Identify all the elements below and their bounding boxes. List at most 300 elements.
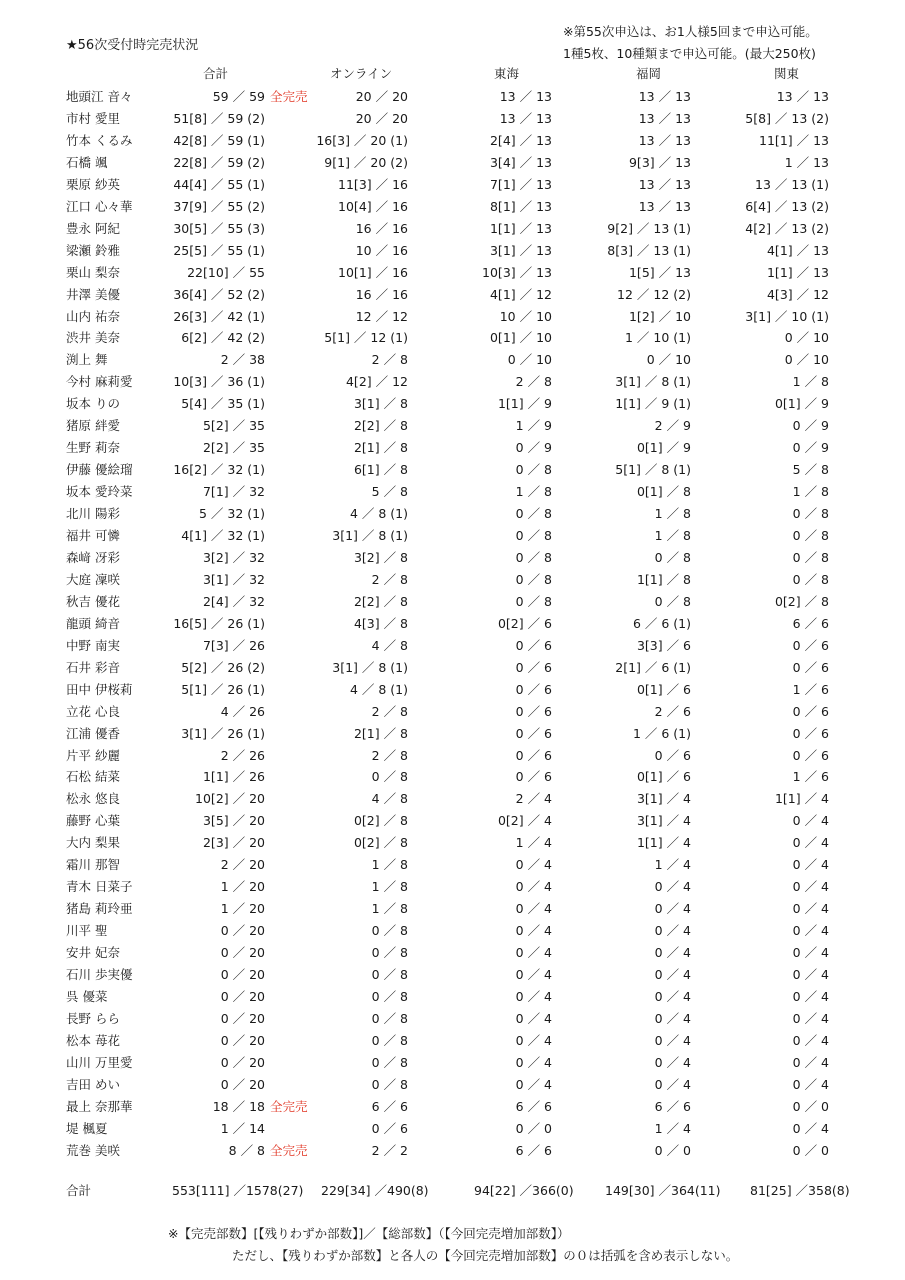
cell-total: 16[5] ／ 26 (1) (173, 615, 265, 631)
table-row (0, 789, 905, 811)
header-tokai: 東海 (494, 66, 520, 81)
cell-kanto: 0 ／ 0 (792, 1142, 829, 1158)
table-row (0, 855, 905, 877)
member-name: 立花 心良 (66, 703, 120, 719)
table-row (0, 307, 905, 329)
table-row (0, 1053, 905, 1075)
cell-fukuoka: 1[5] ／ 13 (628, 264, 691, 280)
cell-fukuoka: 9[2] ／ 13 (1) (607, 220, 691, 236)
table-row (0, 570, 905, 592)
cell-kanto: 0[2] ／ 8 (774, 593, 829, 609)
totals-kanto: 81[25] ／358(8) (750, 1183, 850, 1198)
cell-fukuoka: 0 ／ 4 (654, 923, 691, 939)
cell-online: 0 ／ 8 (371, 988, 408, 1004)
cell-fukuoka: 3[1] ／ 4 (636, 813, 691, 829)
note-line-1: ※第55次申込は、お1人様5回まで申込可能。 (563, 24, 818, 39)
cell-kanto: 0 ／ 4 (792, 901, 829, 917)
cell-total: 1 ／ 20 (220, 901, 265, 917)
cell-fukuoka: 0 ／ 0 (654, 1142, 691, 1158)
cell-kanto: 0 ／ 4 (792, 1010, 829, 1026)
member-name: 龍頭 綺音 (66, 615, 120, 631)
cell-tokai: 0 ／ 4 (515, 879, 552, 895)
cell-tokai: 0[2] ／ 4 (497, 813, 552, 829)
member-name: 坂本 りの (66, 396, 120, 412)
cell-total: 8 ／ 8 (228, 1142, 265, 1158)
cell-kanto: 0 ／ 4 (792, 923, 829, 939)
member-name: 生野 莉奈 (66, 440, 120, 456)
table-row (0, 592, 905, 614)
cell-total: 10[2] ／ 20 (195, 791, 265, 807)
cell-kanto: 0 ／ 4 (792, 879, 829, 895)
cell-tokai: 3[1] ／ 13 (489, 242, 552, 258)
table-row (0, 372, 905, 394)
member-name: 石松 結菜 (66, 769, 120, 785)
member-name: 松永 悠良 (66, 791, 120, 807)
cell-tokai: 0 ／ 4 (515, 1076, 552, 1092)
cell-online: 2[2] ／ 8 (353, 593, 408, 609)
cell-kanto: 0[1] ／ 9 (774, 396, 829, 412)
cell-kanto: 0 ／ 6 (792, 659, 829, 675)
cell-fukuoka: 1 ／ 8 (654, 528, 691, 543)
table-row (0, 131, 905, 153)
cell-total: 0 ／ 20 (220, 1076, 265, 1092)
cell-total: 2[4] ／ 32 (202, 593, 265, 609)
cell-total: 0 ／ 20 (220, 1032, 265, 1048)
totals-tokai: 94[22] ／366(0) (474, 1183, 574, 1198)
cell-fukuoka: 0 ／ 10 (646, 352, 691, 368)
member-name: 市村 愛里 (66, 110, 120, 126)
cell-online: 2[2] ／ 8 (353, 418, 408, 434)
sold-out-label: 全完売 (270, 1098, 308, 1114)
cell-tokai: 1 ／ 4 (515, 835, 552, 851)
cell-tokai: 0 ／ 4 (515, 945, 552, 961)
footnote-2: ただし、【残りわずか部数】と各人の【今回完売増加部数】の０は括弧を含め表示しない。 (232, 1248, 739, 1263)
cell-fukuoka: 0 ／ 8 (654, 549, 691, 565)
member-name: 大内 梨果 (66, 835, 120, 851)
cell-kanto: 5 ／ 8 (792, 462, 829, 478)
cell-fukuoka: 0 ／ 4 (654, 901, 691, 917)
cell-online: 12 ／ 12 (355, 308, 408, 324)
cell-total: 1 ／ 14 (220, 1120, 265, 1136)
cell-kanto: 6 ／ 6 (792, 615, 829, 631)
table-row (0, 614, 905, 636)
cell-kanto: 0 ／ 4 (792, 1032, 829, 1048)
table-row (0, 1009, 905, 1031)
table-row (0, 285, 905, 307)
cell-online: 3[1] ／ 8 (1) (332, 659, 408, 675)
cell-total: 2 ／ 38 (220, 352, 265, 368)
cell-fukuoka: 1 ／ 4 (654, 1120, 691, 1136)
cell-total: 18 ／ 18 (212, 1098, 265, 1114)
cell-total: 0 ／ 20 (220, 967, 265, 982)
cell-tokai: 2[4] ／ 13 (489, 132, 552, 148)
cell-online: 0 ／ 8 (371, 945, 408, 961)
table-row (0, 438, 905, 460)
member-name: 福井 可憐 (66, 528, 120, 543)
cell-online: 4 ／ 8 (1) (349, 681, 408, 697)
cell-online: 3[2] ／ 8 (353, 549, 408, 565)
member-name: 石橋 颯 (66, 154, 108, 170)
member-name: 井澤 美優 (66, 286, 120, 302)
cell-fukuoka: 0 ／ 4 (654, 1076, 691, 1092)
table-row (0, 263, 905, 285)
cell-tokai: 0 ／ 6 (515, 637, 552, 653)
cell-total: 7[1] ／ 32 (202, 484, 265, 500)
cell-total: 0 ／ 20 (220, 1010, 265, 1026)
member-name: 猪島 莉玲亜 (66, 901, 133, 917)
totals-total: 553[111] ／1578(27) (172, 1183, 304, 1198)
table-row (0, 482, 905, 504)
cell-total: 3[1] ／ 26 (1) (181, 725, 265, 741)
cell-kanto: 1[1] ／ 4 (774, 791, 829, 807)
cell-total: 2[2] ／ 35 (202, 440, 265, 456)
cell-tokai: 13 ／ 13 (499, 110, 552, 126)
cell-kanto: 6[4] ／ 13 (2) (745, 198, 829, 214)
table-row (0, 460, 905, 482)
cell-kanto: 0 ／ 4 (792, 857, 829, 873)
cell-online: 2 ／ 8 (371, 352, 408, 368)
member-name: 中野 南実 (66, 637, 120, 653)
cell-online: 2 ／ 8 (371, 703, 408, 719)
member-name: 安井 妃奈 (66, 945, 120, 961)
cell-kanto: 0 ／ 10 (784, 330, 829, 346)
cell-fukuoka: 12 ／ 12 (2) (617, 286, 691, 302)
table-row (0, 746, 905, 768)
table-row (0, 899, 905, 921)
table-row (0, 987, 905, 1009)
cell-kanto: 0 ／ 6 (792, 703, 829, 719)
cell-tokai: 8[1] ／ 13 (489, 198, 552, 214)
table-row (0, 1075, 905, 1097)
cell-total: 2[3] ／ 20 (202, 835, 265, 851)
table-row (0, 241, 905, 263)
cell-kanto: 0 ／ 9 (792, 440, 829, 456)
cell-online: 16[3] ／ 20 (1) (316, 132, 408, 148)
cell-kanto: 13 ／ 13 (776, 89, 829, 104)
cell-fukuoka: 3[1] ／ 8 (1) (615, 374, 691, 390)
member-name: 渋井 美奈 (66, 330, 120, 346)
totals-online: 229[34] ／490(8) (321, 1183, 429, 1198)
cell-fukuoka: 3[3] ／ 6 (636, 637, 691, 653)
cell-fukuoka: 13 ／ 13 (638, 132, 691, 148)
cell-online: 9[1] ／ 20 (2) (324, 154, 408, 170)
table-row (0, 767, 905, 789)
cell-tokai: 0 ／ 4 (515, 1032, 552, 1048)
member-name: 今村 麻莉愛 (66, 374, 133, 390)
cell-online: 2 ／ 8 (371, 571, 408, 587)
cell-fukuoka: 0 ／ 6 (654, 747, 691, 763)
cell-online: 6[1] ／ 8 (353, 462, 408, 478)
cell-tokai: 0 ／ 4 (515, 901, 552, 917)
cell-fukuoka: 0 ／ 4 (654, 945, 691, 961)
member-name: 江浦 優香 (66, 725, 120, 741)
member-name: 猪原 絆愛 (66, 418, 120, 434)
cell-tokai: 0 ／ 4 (515, 857, 552, 873)
cell-online: 2 ／ 8 (371, 747, 408, 763)
cell-online: 20 ／ 20 (355, 89, 408, 104)
cell-total: 37[9] ／ 55 (2) (173, 198, 265, 214)
cell-online: 0 ／ 8 (371, 1032, 408, 1048)
cell-kanto: 4[2] ／ 13 (2) (745, 220, 829, 236)
cell-fukuoka: 8[3] ／ 13 (1) (607, 242, 691, 258)
cell-kanto: 0 ／ 6 (792, 725, 829, 741)
cell-total: 0 ／ 20 (220, 923, 265, 939)
cell-total: 16[2] ／ 32 (1) (173, 462, 265, 478)
cell-tokai: 6 ／ 6 (515, 1142, 552, 1158)
table-row (0, 833, 905, 855)
cell-kanto: 0 ／ 8 (792, 506, 829, 522)
cell-total: 44[4] ／ 55 (1) (173, 176, 265, 192)
cell-total: 0 ／ 20 (220, 945, 265, 961)
cell-total: 36[4] ／ 52 (2) (173, 286, 265, 302)
member-name: 山川 万里愛 (66, 1054, 133, 1070)
cell-online: 0 ／ 8 (371, 967, 408, 982)
cell-total: 3[2] ／ 32 (202, 549, 265, 565)
cell-total: 5 ／ 32 (1) (199, 506, 265, 522)
cell-online: 1 ／ 8 (371, 857, 408, 873)
table-row (0, 724, 905, 746)
cell-kanto: 0 ／ 4 (792, 1054, 829, 1070)
cell-total: 42[8] ／ 59 (1) (173, 132, 265, 148)
cell-fukuoka: 13 ／ 13 (638, 89, 691, 104)
cell-tokai: 0 ／ 8 (515, 549, 552, 565)
cell-kanto: 1 ／ 13 (784, 154, 829, 170)
member-name: 石川 歩実優 (66, 967, 133, 982)
cell-fukuoka: 1 ／ 6 (1) (632, 725, 691, 741)
cell-total: 59 ／ 59 (212, 89, 265, 104)
cell-fukuoka: 0[1] ／ 8 (636, 484, 691, 500)
cell-tokai: 0 ／ 8 (515, 593, 552, 609)
cell-online: 10[4] ／ 16 (338, 198, 408, 214)
member-name: 松本 苺花 (66, 1032, 120, 1048)
cell-kanto: 0 ／ 4 (792, 988, 829, 1004)
cell-online: 16 ／ 16 (355, 286, 408, 302)
cell-kanto: 5[8] ／ 13 (2) (745, 110, 829, 126)
cell-tokai: 0 ／ 4 (515, 923, 552, 939)
cell-total: 1 ／ 20 (220, 879, 265, 895)
cell-kanto: 1[1] ／ 13 (766, 264, 829, 280)
member-name: 大庭 凜咲 (66, 571, 120, 587)
member-name: 秋吉 優花 (66, 593, 120, 609)
cell-fukuoka: 0[1] ／ 6 (636, 681, 691, 697)
member-name: 渕上 舞 (66, 352, 108, 368)
cell-total: 1[1] ／ 26 (202, 769, 265, 785)
cell-tokai: 0 ／ 4 (515, 1054, 552, 1070)
cell-online: 3[1] ／ 8 (1) (332, 528, 408, 543)
cell-tokai: 0 ／ 0 (515, 1120, 552, 1136)
totals-label: 合計 (66, 1183, 92, 1198)
cell-tokai: 2 ／ 8 (515, 374, 552, 390)
cell-kanto: 0 ／ 4 (792, 945, 829, 961)
table-row (0, 197, 905, 219)
table-row (0, 943, 905, 965)
cell-total: 22[10] ／ 55 (187, 264, 265, 280)
cell-fukuoka: 1[1] ／ 8 (636, 571, 691, 587)
member-name: 田中 伊桜莉 (66, 681, 133, 697)
cell-online: 6 ／ 6 (371, 1098, 408, 1114)
cell-online: 4[3] ／ 8 (353, 615, 408, 631)
totals-row (0, 1181, 905, 1203)
member-name: 荒巻 美咲 (66, 1142, 120, 1158)
member-name: 竹本 くるみ (66, 132, 133, 148)
cell-fukuoka: 13 ／ 13 (638, 198, 691, 214)
cell-kanto: 0 ／ 6 (792, 637, 829, 653)
cell-kanto: 0 ／ 6 (792, 747, 829, 763)
cell-tokai: 13 ／ 13 (499, 89, 552, 104)
table-row (0, 658, 905, 680)
table-row (0, 1097, 905, 1119)
table-row (0, 328, 905, 350)
table-row (0, 680, 905, 702)
table-row (0, 394, 905, 416)
sold-out-label: 全完売 (270, 1142, 308, 1158)
cell-kanto: 0 ／ 10 (784, 352, 829, 368)
cell-fukuoka: 9[3] ／ 13 (628, 154, 691, 170)
cell-online: 20 ／ 20 (355, 110, 408, 126)
header-kanto: 関東 (774, 66, 800, 81)
cell-kanto: 1 ／ 8 (792, 484, 829, 500)
table-row (0, 526, 905, 548)
cell-kanto: 13 ／ 13 (1) (755, 176, 829, 192)
cell-online: 4 ／ 8 (371, 791, 408, 807)
cell-online: 1 ／ 8 (371, 879, 408, 895)
cell-online: 0[2] ／ 8 (353, 835, 408, 851)
cell-tokai: 1 ／ 8 (515, 484, 552, 500)
cell-online: 4 ／ 8 (371, 637, 408, 653)
cell-tokai: 0 ／ 4 (515, 988, 552, 1004)
cell-online: 10[1] ／ 16 (338, 264, 408, 280)
cell-tokai: 1[1] ／ 13 (489, 220, 552, 236)
cell-online: 1 ／ 8 (371, 901, 408, 917)
cell-tokai: 0 ／ 6 (515, 703, 552, 719)
cell-fukuoka: 0 ／ 4 (654, 1054, 691, 1070)
cell-kanto: 4[1] ／ 13 (766, 242, 829, 258)
cell-tokai: 1 ／ 9 (515, 418, 552, 434)
cell-tokai: 0 ／ 6 (515, 659, 552, 675)
cell-kanto: 0 ／ 8 (792, 528, 829, 543)
cell-total: 4 ／ 26 (220, 703, 265, 719)
cell-kanto: 0 ／ 4 (792, 1120, 829, 1136)
table-row (0, 153, 905, 175)
cell-tokai: 10 ／ 10 (499, 308, 552, 324)
table-row (0, 702, 905, 724)
sold-out-label: 全完売 (270, 89, 308, 104)
cell-tokai: 0 ／ 6 (515, 725, 552, 741)
member-name: 栗山 梨奈 (66, 264, 120, 280)
cell-tokai: 0 ／ 8 (515, 506, 552, 522)
member-name: 地頭江 音々 (66, 89, 133, 104)
cell-total: 10[3] ／ 36 (1) (173, 374, 265, 390)
cell-kanto: 4[3] ／ 12 (766, 286, 829, 302)
member-name: 石井 彩音 (66, 659, 120, 675)
table-row (0, 109, 905, 131)
table-row (0, 921, 905, 943)
cell-tokai: 0 ／ 6 (515, 681, 552, 697)
cell-online: 16 ／ 16 (355, 220, 408, 236)
member-name: 梁瀬 鈴雅 (66, 242, 120, 258)
cell-tokai: 0 ／ 9 (515, 440, 552, 456)
member-name: 藤野 心葉 (66, 813, 120, 829)
cell-online: 0 ／ 8 (371, 1010, 408, 1026)
cell-tokai: 0 ／ 6 (515, 747, 552, 763)
member-name: 豊永 阿紀 (66, 220, 120, 236)
cell-total: 2 ／ 20 (220, 857, 265, 873)
cell-online: 2[1] ／ 8 (353, 440, 408, 456)
cell-tokai: 7[1] ／ 13 (489, 176, 552, 192)
member-name: 江口 心々華 (66, 198, 133, 214)
cell-kanto: 0 ／ 4 (792, 835, 829, 851)
cell-fukuoka: 0 ／ 4 (654, 1010, 691, 1026)
cell-tokai: 0 ／ 10 (507, 352, 552, 368)
cell-online: 0[2] ／ 8 (353, 813, 408, 829)
cell-kanto: 1 ／ 6 (792, 681, 829, 697)
cell-online: 0 ／ 6 (371, 1120, 408, 1136)
footnote-1: ※【完売部数】[【残りわずか部数】]／【総部数】（【今回完売増加部数】） (168, 1226, 570, 1241)
member-name: 吉田 めい (66, 1076, 120, 1092)
member-name: 北川 陽彩 (66, 506, 120, 522)
cell-tokai: 2 ／ 4 (515, 791, 552, 807)
cell-kanto: 0 ／ 9 (792, 418, 829, 434)
cell-fukuoka: 6 ／ 6 (654, 1098, 691, 1114)
cell-fukuoka: 0 ／ 4 (654, 879, 691, 895)
cell-kanto: 0 ／ 4 (792, 1076, 829, 1092)
cell-total: 30[5] ／ 55 (3) (173, 220, 265, 236)
member-name: 森﨑 冴彩 (66, 549, 120, 565)
cell-fukuoka: 0[1] ／ 6 (636, 769, 691, 785)
cell-total: 5[2] ／ 26 (2) (181, 659, 265, 675)
cell-kanto: 0 ／ 8 (792, 571, 829, 587)
cell-total: 3[1] ／ 32 (202, 571, 265, 587)
table-row (0, 1119, 905, 1141)
member-name: 呉 優菜 (66, 988, 108, 1004)
cell-fukuoka: 1[2] ／ 10 (628, 308, 691, 324)
cell-fukuoka: 1 ／ 4 (654, 857, 691, 873)
table-row (0, 350, 905, 372)
member-name: 栗原 紗英 (66, 176, 120, 192)
cell-kanto: 0 ／ 4 (792, 967, 829, 982)
table-row (0, 548, 905, 570)
cell-fukuoka: 1[1] ／ 4 (636, 835, 691, 851)
cell-online: 2 ／ 2 (371, 1142, 408, 1158)
cell-tokai: 0 ／ 6 (515, 769, 552, 785)
cell-kanto: 1 ／ 8 (792, 374, 829, 390)
cell-online: 0 ／ 8 (371, 923, 408, 939)
table-row (0, 811, 905, 833)
cell-online: 5 ／ 8 (371, 484, 408, 500)
cell-tokai: 0 ／ 8 (515, 571, 552, 587)
cell-kanto: 0 ／ 0 (792, 1098, 829, 1114)
header-online: オンライン (330, 66, 393, 81)
header-total: 合計 (203, 66, 229, 81)
table-row (0, 87, 905, 109)
cell-total: 5[4] ／ 35 (1) (181, 396, 265, 412)
cell-online: 2[1] ／ 8 (353, 725, 408, 741)
cell-fukuoka: 0 ／ 4 (654, 1032, 691, 1048)
cell-fukuoka: 1[1] ／ 9 (1) (615, 396, 691, 412)
member-name: 山内 祐奈 (66, 308, 120, 324)
cell-online: 10 ／ 16 (355, 242, 408, 258)
cell-fukuoka: 5[1] ／ 8 (1) (615, 462, 691, 478)
cell-fukuoka: 0 ／ 4 (654, 967, 691, 982)
table-row (0, 965, 905, 987)
cell-kanto: 0 ／ 4 (792, 813, 829, 829)
cell-total: 0 ／ 20 (220, 1054, 265, 1070)
cell-fukuoka: 2 ／ 9 (654, 418, 691, 434)
table-row (0, 416, 905, 438)
member-name: 坂本 愛玲菜 (66, 484, 133, 500)
cell-online: 4[2] ／ 12 (345, 374, 408, 390)
cell-fukuoka: 2[1] ／ 6 (1) (615, 659, 691, 675)
